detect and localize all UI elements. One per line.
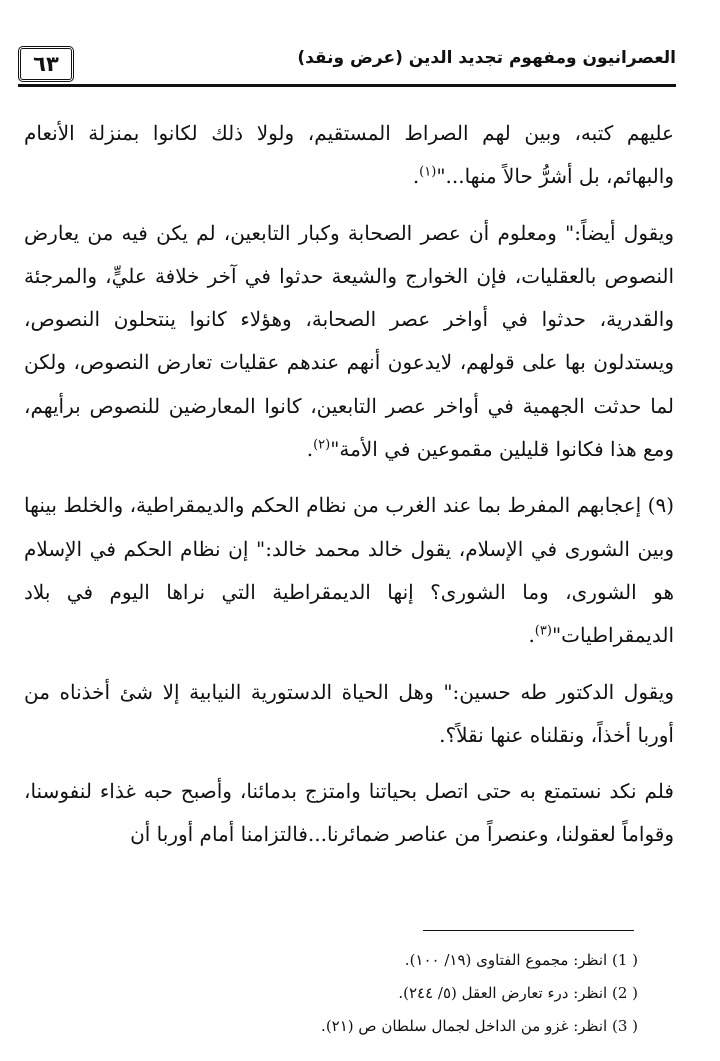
item-number: (٩) xyxy=(647,493,674,518)
footnote-ref-1[interactable]: (١) xyxy=(419,164,437,180)
footnotes xyxy=(24,944,638,1043)
footnote-1: ( 1) انظر: مجموع الفتاوى (١٩/ ١٠٠). xyxy=(404,951,638,969)
paragraph-4: ويقول الدكتور طه حسين:" وهل الحياة الدستورية النيابية إلا شئ أخذناه من أوربا أخذاً، ونقلناه عنها نقلاً؟. xyxy=(24,679,674,747)
footnote-ref-3[interactable]: (٣) xyxy=(534,623,552,639)
header-rule xyxy=(18,84,676,87)
footnote-3: ( 3) انظر: غزو من الداخل لجمال سلطان ص (٢١). xyxy=(321,1017,638,1035)
paragraph-1: عليهم كتبه، وبين لهم الصراط المستقيم، ولولا ذلك لكانوا بمنزلة الأنعام والبهائم، بل أشرُّ حالاً منها..."$^{(١)}$. xyxy=(24,121,674,189)
paragraph-2: ويقول أيضاً:" ومعلوم أن عصر الصحابة وكبار التابعين، لم يكن فيه من يعارض النصوص بالعقليات، فإن الخوارج والشيعة حدثوا في آخر خلافة عليٍّ، والمرجئة والقدرية، حدثوا في أواخر عصر الصحابة، وهؤلاء كانوا ينتحلون النصوص، ويستدلون بها على قولهم، لايدعون أنهم عندهم عقليات تعارض النصوص، ولكن لما حدثت الجهمية في أواخر عصر التابعين، كانوا المعارضين للنصوص برأيهم، ومع هذا فكانوا قليلين مقموعين في الأمة"$^{(٢)}$. xyxy=(24,220,674,462)
footnote-ref-2[interactable]: (٢) xyxy=(313,437,331,453)
footnote-separator xyxy=(423,930,634,931)
numbered-item-9: (٩) إعجابهم المفرط بما عند الغرب من نظام الحكم والديمقراطية، والخلط بينها وبين الشورى في الإسلام، يقول خالد محمد خالد:" إن نظام الحكم في الإسلام هو الشورى، وما الشورى؟ إنها الديمقراطية التي نراها اليوم في بلاد الديمقراطيات"$^{(٣)}$. xyxy=(24,493,674,648)
footnote-2: ( 2) انظر: درء تعارض العقل (٥/ ٢٤٤). xyxy=(398,984,638,1002)
running-title: العصرانيون ومفهوم تجديد الدين (عرض ونقد) xyxy=(297,48,676,68)
paragraph-5: فلم نكد نستمتع به حتى اتصل بحياتنا وامتزج بدمائنا، وأصبح حبه غذاء لنفوسنا، وقواماً لعقولنا، وعنصراً من عناصر ضمائرنا...فالتزامنا أمام أوربا أن xyxy=(24,779,674,847)
body-text xyxy=(24,112,674,857)
page-number: ٦٣ xyxy=(18,46,74,82)
page-header xyxy=(18,46,676,94)
